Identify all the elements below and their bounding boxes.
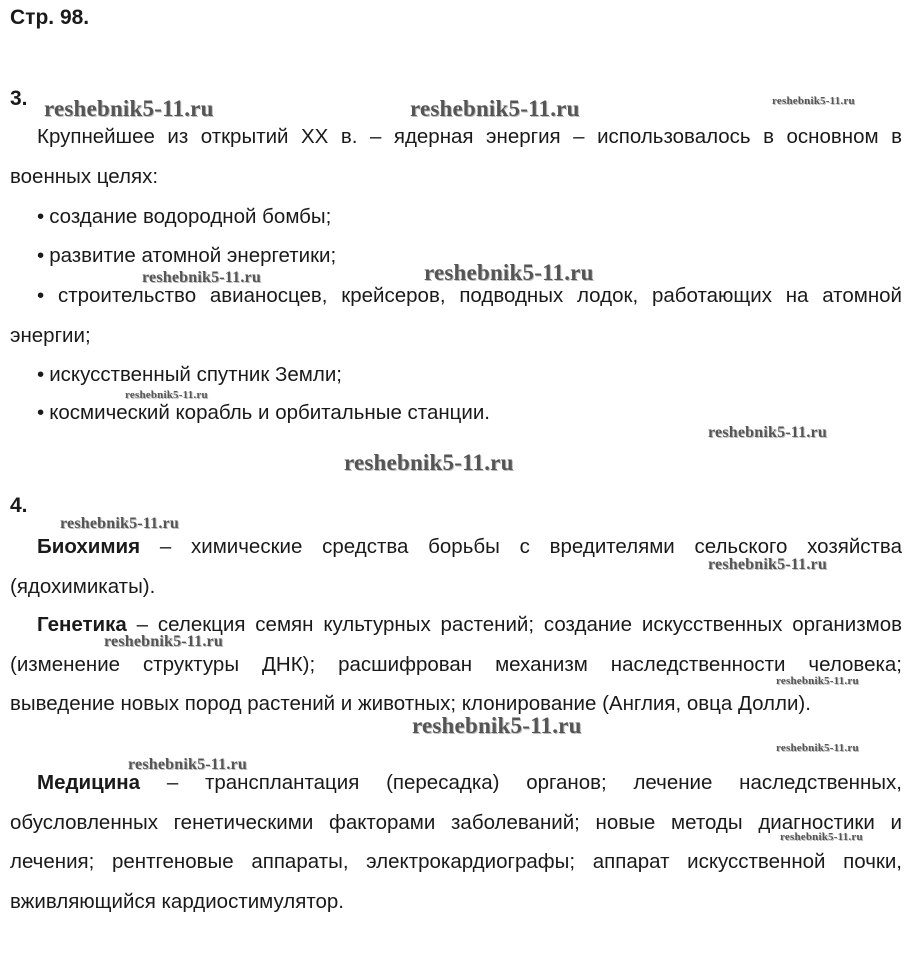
watermark: reshebnik5-11.ru [776,675,859,687]
task-3-number: 3. [10,87,28,110]
task-4-paragraph-medicine [10,763,902,921]
bullet-icon: • [37,205,45,228]
paragraph-text: – трансплантация (пересадка) органов; лечение наследственных, обусловленных генетическими факторами заболеваний; новые методы диагностики и лечения; рентгеновые аппараты, электрокардиографы; аппарат искусственной почки, вживляющийся кардиостимулятор. [10,771,902,913]
bullet-icon: • [37,244,45,267]
task-3-item-text: развитие атомной энергетики; [49,244,337,267]
task-4-paragraph-genetics [10,605,902,724]
watermark: reshebnik5-11.ru [412,713,582,738]
watermark: reshebnik5-11.ru [125,389,208,401]
watermark: reshebnik5-11.ru [424,260,594,285]
paragraph-text: – химические средства борьбы с вредителями сельского хозяйства (ядохимикаты). [10,535,902,598]
page-title: Стр. 98. [10,6,90,29]
term-medicine: Медицина [37,771,141,794]
task-3-item-text: искусственный спутник Земли; [49,363,342,386]
task-3-item-1 [10,197,902,237]
watermark: reshebnik5-11.ru [128,756,247,773]
task-3-item-text: создание водородной бомбы; [49,205,332,228]
task-3-item-text: космический корабль и орбитальные станции. [49,401,491,424]
watermark: reshebnik5-11.ru [772,95,855,107]
task-4-number: 4. [10,494,28,517]
watermark: reshebnik5-11.ru [44,96,214,121]
watermark: reshebnik5-11.ru [708,556,827,573]
bullet-icon: • [37,401,45,424]
watermark: reshebnik5-11.ru [780,831,863,843]
bullet-icon: • [37,284,45,307]
paragraph-text: – селекция семян культурных растений; создание искусственных организмов (изменение структуры ДНК); расшифрован механизм наследственности человека; выведение новых пород растений и животных; клонирование (Англия, овца Долли). [10,613,902,715]
term-biochemistry: Биохимия [37,535,141,558]
watermark: reshebnik5-11.ru [142,269,261,286]
term-genetics: Генетика [37,613,127,636]
task-3-item-text: строительство авианосцев, крейсеров, подводных лодок, работающих на атомной энергии; [10,284,903,347]
watermark: reshebnik5-11.ru [60,515,179,532]
bullet-icon: • [37,363,45,386]
watermark: reshebnik5-11.ru [410,96,580,121]
watermark: reshebnik5-11.ru [776,742,859,754]
task-3-item-3 [10,276,902,355]
watermark: reshebnik5-11.ru [708,424,827,441]
watermark: reshebnik5-11.ru [104,633,223,650]
task-3-intro: Крупнейшее из открытий XX в. – ядерная энергия – использовалось в основном в военных целях: [10,125,902,188]
watermark: reshebnik5-11.ru [344,450,514,475]
